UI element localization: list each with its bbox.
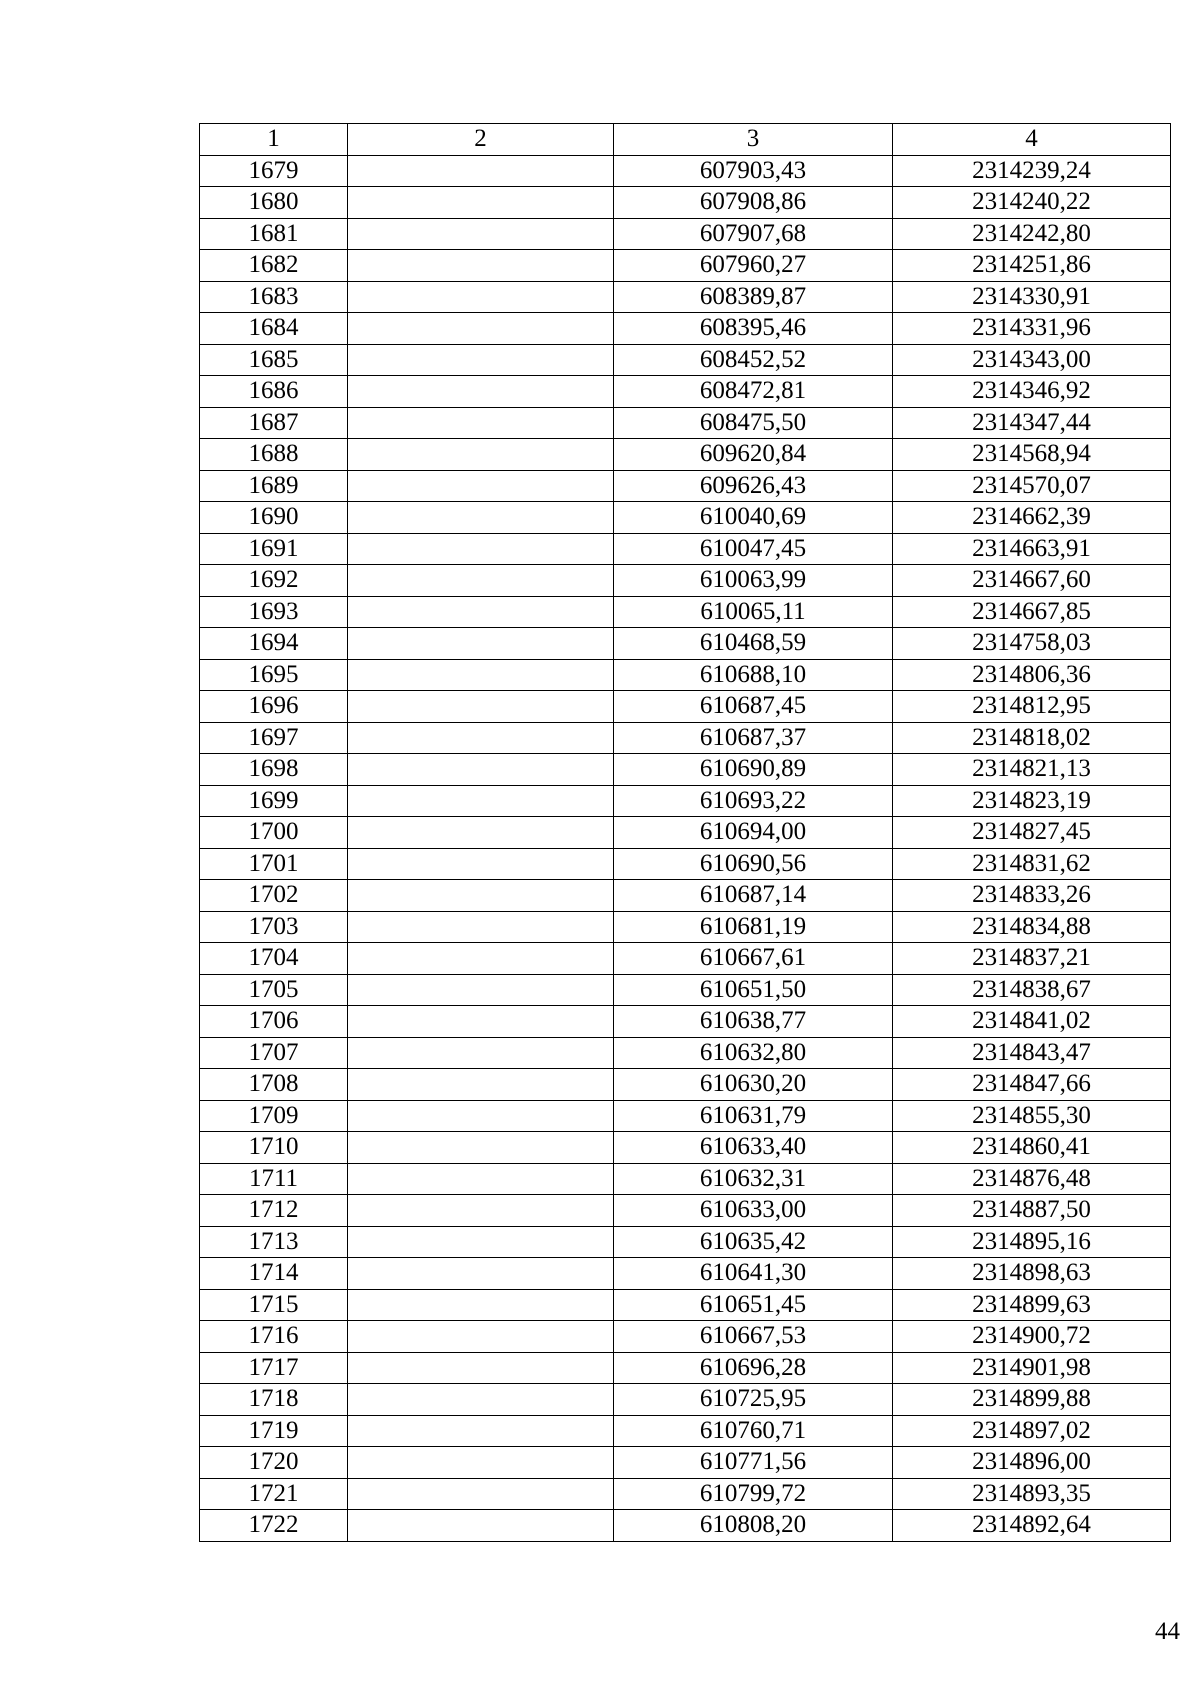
table-row [200, 407, 1171, 439]
x-coordinate-cell: 607903,43 [614, 155, 893, 187]
x-coordinate-cell: 610687,37 [614, 722, 893, 754]
point-number-cell: 1681 [200, 218, 348, 250]
y-coordinate-cell: 2314831,62 [893, 848, 1171, 880]
y-coordinate-cell: 2314331,96 [893, 313, 1171, 345]
x-coordinate-cell: 610065,11 [614, 596, 893, 628]
y-coordinate-cell: 2314827,45 [893, 817, 1171, 849]
table-row [200, 502, 1171, 534]
point-number-cell: 1713 [200, 1226, 348, 1258]
point-number-cell: 1707 [200, 1037, 348, 1069]
description-cell [348, 974, 614, 1006]
y-coordinate-cell: 2314899,88 [893, 1384, 1171, 1416]
header-cell-3: 3 [614, 124, 893, 156]
description-cell [348, 596, 614, 628]
y-coordinate-cell: 2314860,41 [893, 1132, 1171, 1164]
y-coordinate-cell: 2314847,66 [893, 1069, 1171, 1101]
y-coordinate-cell: 2314898,63 [893, 1258, 1171, 1290]
table-body [200, 155, 1171, 1541]
x-coordinate-cell: 609620,84 [614, 439, 893, 471]
table-row [200, 470, 1171, 502]
y-coordinate-cell: 2314896,00 [893, 1447, 1171, 1479]
description-cell [348, 691, 614, 723]
point-number-cell: 1686 [200, 376, 348, 408]
point-number-cell: 1712 [200, 1195, 348, 1227]
x-coordinate-cell: 610468,59 [614, 628, 893, 660]
table-row [200, 1163, 1171, 1195]
x-coordinate-cell: 610651,50 [614, 974, 893, 1006]
point-number-cell: 1704 [200, 943, 348, 975]
description-cell [348, 376, 614, 408]
table-row [200, 155, 1171, 187]
description-cell [348, 1226, 614, 1258]
description-cell [348, 1132, 614, 1164]
y-coordinate-cell: 2314758,03 [893, 628, 1171, 660]
x-coordinate-cell: 610799,72 [614, 1478, 893, 1510]
table-row [200, 596, 1171, 628]
x-coordinate-cell: 610630,20 [614, 1069, 893, 1101]
point-number-cell: 1683 [200, 281, 348, 313]
table-row [200, 187, 1171, 219]
table-row [200, 943, 1171, 975]
table-row [200, 1006, 1171, 1038]
x-coordinate-cell: 610651,45 [614, 1289, 893, 1321]
table-row [200, 1415, 1171, 1447]
description-cell [348, 155, 614, 187]
point-number-cell: 1689 [200, 470, 348, 502]
x-coordinate-cell: 610693,22 [614, 785, 893, 817]
y-coordinate-cell: 2314899,63 [893, 1289, 1171, 1321]
y-coordinate-cell: 2314887,50 [893, 1195, 1171, 1227]
point-number-cell: 1721 [200, 1478, 348, 1510]
description-cell [348, 785, 614, 817]
x-coordinate-cell: 610760,71 [614, 1415, 893, 1447]
description-cell [348, 848, 614, 880]
point-number-cell: 1688 [200, 439, 348, 471]
description-cell [348, 1321, 614, 1353]
x-coordinate-cell: 610667,61 [614, 943, 893, 975]
description-cell [348, 880, 614, 912]
y-coordinate-cell: 2314893,35 [893, 1478, 1171, 1510]
x-coordinate-cell: 610040,69 [614, 502, 893, 534]
description-cell [348, 1258, 614, 1290]
point-number-cell: 1684 [200, 313, 348, 345]
y-coordinate-cell: 2314240,22 [893, 187, 1171, 219]
point-number-cell: 1679 [200, 155, 348, 187]
x-coordinate-cell: 610638,77 [614, 1006, 893, 1038]
point-number-cell: 1693 [200, 596, 348, 628]
point-number-cell: 1696 [200, 691, 348, 723]
header-cell-4: 4 [893, 124, 1171, 156]
x-coordinate-cell: 610631,79 [614, 1100, 893, 1132]
y-coordinate-cell: 2314346,92 [893, 376, 1171, 408]
y-coordinate-cell: 2314843,47 [893, 1037, 1171, 1069]
x-coordinate-cell: 610688,10 [614, 659, 893, 691]
table-row [200, 1510, 1171, 1542]
x-coordinate-cell: 610063,99 [614, 565, 893, 597]
y-coordinate-cell: 2314823,19 [893, 785, 1171, 817]
x-coordinate-cell: 608472,81 [614, 376, 893, 408]
description-cell [348, 407, 614, 439]
table-header [200, 124, 1171, 156]
point-number-cell: 1708 [200, 1069, 348, 1101]
x-coordinate-cell: 610771,56 [614, 1447, 893, 1479]
point-number-cell: 1690 [200, 502, 348, 534]
y-coordinate-cell: 2314892,64 [893, 1510, 1171, 1542]
table-row [200, 439, 1171, 471]
table-row [200, 533, 1171, 565]
x-coordinate-cell: 610681,19 [614, 911, 893, 943]
y-coordinate-cell: 2314876,48 [893, 1163, 1171, 1195]
point-number-cell: 1709 [200, 1100, 348, 1132]
description-cell [348, 659, 614, 691]
y-coordinate-cell: 2314568,94 [893, 439, 1171, 471]
description-cell [348, 250, 614, 282]
table-row [200, 1069, 1171, 1101]
table-row [200, 250, 1171, 282]
table-row [200, 659, 1171, 691]
x-coordinate-cell: 608395,46 [614, 313, 893, 345]
point-number-cell: 1705 [200, 974, 348, 1006]
table-row [200, 1384, 1171, 1416]
y-coordinate-cell: 2314841,02 [893, 1006, 1171, 1038]
table-row [200, 1258, 1171, 1290]
point-number-cell: 1720 [200, 1447, 348, 1479]
x-coordinate-cell: 610687,45 [614, 691, 893, 723]
table-row [200, 565, 1171, 597]
y-coordinate-cell: 2314570,07 [893, 470, 1171, 502]
header-cell-1: 1 [200, 124, 348, 156]
description-cell [348, 754, 614, 786]
point-number-cell: 1700 [200, 817, 348, 849]
description-cell [348, 911, 614, 943]
table-row [200, 1037, 1171, 1069]
header-cell-2: 2 [348, 124, 614, 156]
description-cell [348, 1289, 614, 1321]
y-coordinate-cell: 2314667,60 [893, 565, 1171, 597]
x-coordinate-cell: 610696,28 [614, 1352, 893, 1384]
table-row [200, 911, 1171, 943]
x-coordinate-cell: 607960,27 [614, 250, 893, 282]
y-coordinate-cell: 2314806,36 [893, 659, 1171, 691]
table-row [200, 1100, 1171, 1132]
description-cell [348, 628, 614, 660]
point-number-cell: 1706 [200, 1006, 348, 1038]
y-coordinate-cell: 2314818,02 [893, 722, 1171, 754]
table-row [200, 722, 1171, 754]
description-cell [348, 722, 614, 754]
point-number-cell: 1692 [200, 565, 348, 597]
table-row [200, 1226, 1171, 1258]
x-coordinate-cell: 610633,00 [614, 1195, 893, 1227]
x-coordinate-cell: 610635,42 [614, 1226, 893, 1258]
table-row [200, 376, 1171, 408]
point-number-cell: 1703 [200, 911, 348, 943]
table-row [200, 691, 1171, 723]
y-coordinate-cell: 2314895,16 [893, 1226, 1171, 1258]
point-number-cell: 1711 [200, 1163, 348, 1195]
table-row [200, 785, 1171, 817]
point-number-cell: 1698 [200, 754, 348, 786]
table-row [200, 1289, 1171, 1321]
point-number-cell: 1716 [200, 1321, 348, 1353]
point-number-cell: 1701 [200, 848, 348, 880]
description-cell [348, 1447, 614, 1479]
description-cell [348, 533, 614, 565]
table-row [200, 1447, 1171, 1479]
description-cell [348, 439, 614, 471]
description-cell [348, 1006, 614, 1038]
description-cell [348, 1384, 614, 1416]
description-cell [348, 943, 614, 975]
x-coordinate-cell: 607908,86 [614, 187, 893, 219]
x-coordinate-cell: 610047,45 [614, 533, 893, 565]
y-coordinate-cell: 2314239,24 [893, 155, 1171, 187]
description-cell [348, 313, 614, 345]
point-number-cell: 1715 [200, 1289, 348, 1321]
x-coordinate-cell: 610632,80 [614, 1037, 893, 1069]
table-row [200, 1132, 1171, 1164]
y-coordinate-cell: 2314242,80 [893, 218, 1171, 250]
header-row [200, 124, 1171, 156]
y-coordinate-cell: 2314667,85 [893, 596, 1171, 628]
description-cell [348, 281, 614, 313]
point-number-cell: 1699 [200, 785, 348, 817]
x-coordinate-cell: 608389,87 [614, 281, 893, 313]
y-coordinate-cell: 2314812,95 [893, 691, 1171, 723]
y-coordinate-cell: 2314900,72 [893, 1321, 1171, 1353]
table-row [200, 974, 1171, 1006]
y-coordinate-cell: 2314834,88 [893, 911, 1171, 943]
x-coordinate-cell: 610690,89 [614, 754, 893, 786]
x-coordinate-cell: 607907,68 [614, 218, 893, 250]
description-cell [348, 1100, 614, 1132]
point-number-cell: 1717 [200, 1352, 348, 1384]
point-number-cell: 1702 [200, 880, 348, 912]
point-number-cell: 1722 [200, 1510, 348, 1542]
point-number-cell: 1710 [200, 1132, 348, 1164]
x-coordinate-cell: 610667,53 [614, 1321, 893, 1353]
description-cell [348, 470, 614, 502]
x-coordinate-cell: 610725,95 [614, 1384, 893, 1416]
table-row [200, 817, 1171, 849]
y-coordinate-cell: 2314821,13 [893, 754, 1171, 786]
x-coordinate-cell: 610687,14 [614, 880, 893, 912]
y-coordinate-cell: 2314663,91 [893, 533, 1171, 565]
point-number-cell: 1695 [200, 659, 348, 691]
description-cell [348, 1069, 614, 1101]
description-cell [348, 502, 614, 534]
table-row [200, 1195, 1171, 1227]
x-coordinate-cell: 608475,50 [614, 407, 893, 439]
x-coordinate-cell: 610633,40 [614, 1132, 893, 1164]
table-row [200, 1478, 1171, 1510]
point-number-cell: 1697 [200, 722, 348, 754]
y-coordinate-cell: 2314833,26 [893, 880, 1171, 912]
description-cell [348, 1037, 614, 1069]
y-coordinate-cell: 2314343,00 [893, 344, 1171, 376]
y-coordinate-cell: 2314897,02 [893, 1415, 1171, 1447]
table-row [200, 1321, 1171, 1353]
y-coordinate-cell: 2314901,98 [893, 1352, 1171, 1384]
y-coordinate-cell: 2314837,21 [893, 943, 1171, 975]
table-row [200, 848, 1171, 880]
description-cell [348, 1510, 614, 1542]
table-row [200, 218, 1171, 250]
x-coordinate-cell: 610641,30 [614, 1258, 893, 1290]
table-row [200, 628, 1171, 660]
description-cell [348, 1478, 614, 1510]
table-row [200, 344, 1171, 376]
description-cell [348, 187, 614, 219]
table-row [200, 880, 1171, 912]
point-number-cell: 1714 [200, 1258, 348, 1290]
page-number: 44 [1155, 1618, 1180, 1645]
point-number-cell: 1685 [200, 344, 348, 376]
y-coordinate-cell: 2314838,67 [893, 974, 1171, 1006]
point-number-cell: 1687 [200, 407, 348, 439]
x-coordinate-cell: 610694,00 [614, 817, 893, 849]
y-coordinate-cell: 2314347,44 [893, 407, 1171, 439]
x-coordinate-cell: 610808,20 [614, 1510, 893, 1542]
description-cell [348, 1195, 614, 1227]
point-number-cell: 1719 [200, 1415, 348, 1447]
coordinates-table [199, 123, 1171, 1542]
description-cell [348, 218, 614, 250]
y-coordinate-cell: 2314855,30 [893, 1100, 1171, 1132]
table-row [200, 754, 1171, 786]
description-cell [348, 817, 614, 849]
y-coordinate-cell: 2314662,39 [893, 502, 1171, 534]
table-row [200, 1352, 1171, 1384]
table-row [200, 313, 1171, 345]
description-cell [348, 1415, 614, 1447]
point-number-cell: 1691 [200, 533, 348, 565]
x-coordinate-cell: 610632,31 [614, 1163, 893, 1195]
y-coordinate-cell: 2314330,91 [893, 281, 1171, 313]
description-cell [348, 1352, 614, 1384]
description-cell [348, 565, 614, 597]
point-number-cell: 1718 [200, 1384, 348, 1416]
description-cell [348, 1163, 614, 1195]
point-number-cell: 1680 [200, 187, 348, 219]
y-coordinate-cell: 2314251,86 [893, 250, 1171, 282]
x-coordinate-cell: 608452,52 [614, 344, 893, 376]
point-number-cell: 1694 [200, 628, 348, 660]
x-coordinate-cell: 609626,43 [614, 470, 893, 502]
description-cell [348, 344, 614, 376]
table-row [200, 281, 1171, 313]
x-coordinate-cell: 610690,56 [614, 848, 893, 880]
point-number-cell: 1682 [200, 250, 348, 282]
